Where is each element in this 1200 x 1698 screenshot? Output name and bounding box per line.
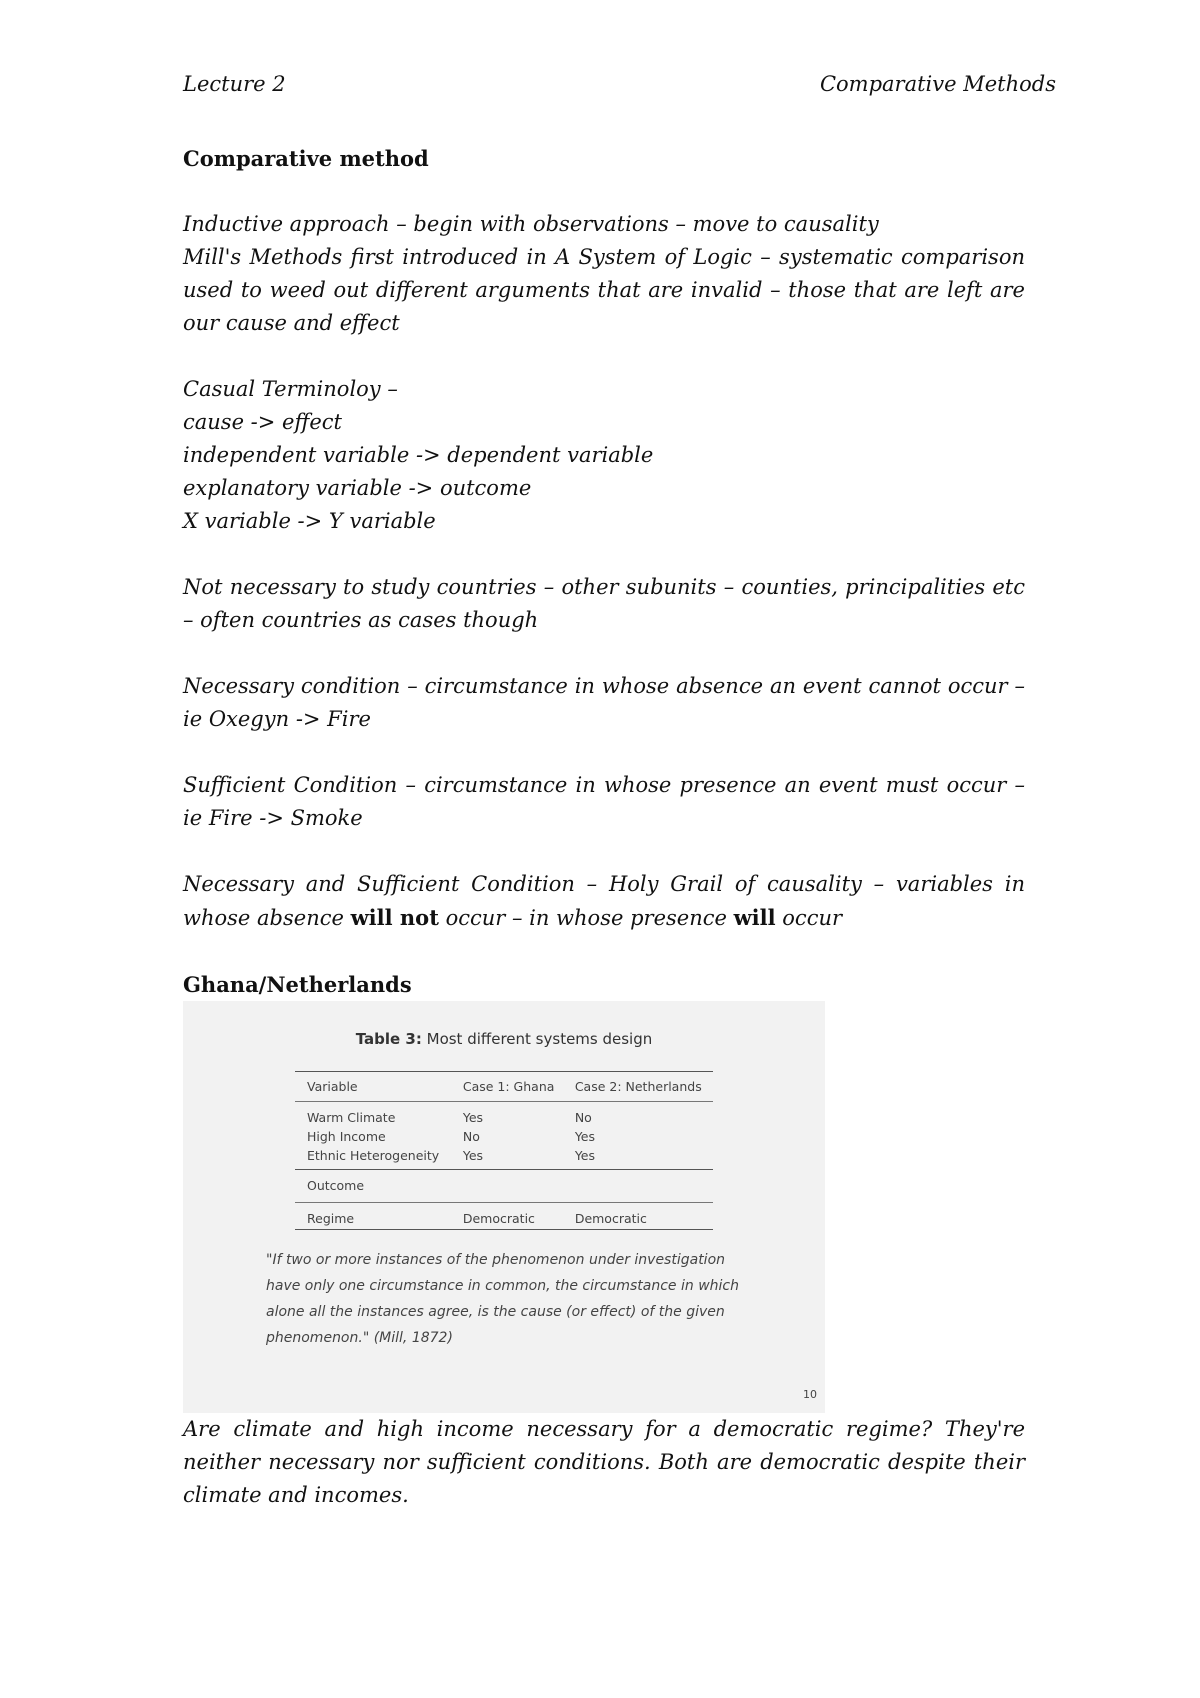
paragraph-conclusion: Are climate and high income necessary for a democratic regime? They're neither necessary nor sufficient conditions. Both are democratic despite their climate and incomes. [183, 1417, 1025, 1507]
table-cell: Democratic [451, 1203, 563, 1230]
paragraph-necessary-condition: Necessary condition – circumstance in whose absence an event cannot occur – ie Oxegyn -> Fire [183, 674, 1025, 731]
table-cell: No [574, 1110, 592, 1125]
column-header: Case 2: Netherlands [563, 1072, 713, 1102]
table-cell: Yes [563, 1146, 713, 1170]
nas-text: Necessary and Sufficient Condition – Holy Grail of causality – variables in whose absence [183, 872, 1025, 930]
table-cell: Yes [462, 1110, 484, 1125]
paragraph-sufficient-condition: Sufficient Condition – circumstance in whose presence an event must occur – ie Fire -> Smoke [183, 773, 1025, 830]
table-regime-row [295, 1203, 713, 1230]
column-header: Case 1: Ghana [451, 1072, 563, 1102]
mill-quote: "If two or more instances of the phenomenon under investigation have only one circumstance in common, the circumstance in which alone all the instances agree, is the cause (or effect) of the given phenomenon." (Mill, 1872) [266, 1252, 739, 1346]
nas-bold-will: will [733, 905, 776, 930]
table-cell: No [462, 1129, 480, 1144]
table-cell: Warm Climate [307, 1110, 396, 1125]
header-right: Comparative Methods [819, 72, 1056, 96]
section-title-comparative-method: Comparative method [183, 146, 429, 171]
nas-text: occur – in whose presence [438, 906, 734, 930]
term-line: X variable -> Y variable [183, 509, 436, 533]
term-line: explanatory variable -> outcome [183, 476, 532, 500]
table-cell: Yes [574, 1129, 595, 1144]
header-left: Lecture 2 [183, 72, 286, 96]
page-header [183, 72, 1056, 96]
intro-line-mills-methods: Mill's Methods first introduced in A System of Logic – systematic comparison used to weed out different arguments that are invalid – those that are left are our cause and effect [183, 245, 1025, 335]
slide-table-caption [183, 1029, 825, 1049]
column-header: Variable [295, 1072, 451, 1102]
slide-page-number: 10 [803, 1388, 817, 1401]
table-cell: Regime [295, 1203, 451, 1230]
most-different-systems-table [295, 1071, 713, 1230]
table-cell: High Income [307, 1129, 386, 1144]
caption-text: Most different systems design [421, 1030, 653, 1048]
table-cell: Yes [451, 1146, 563, 1170]
table-cell: Democratic [563, 1203, 713, 1230]
nas-bold-will-not: will not [350, 905, 439, 930]
term-line: independent variable -> dependent variable [183, 443, 654, 467]
table-row [295, 1146, 713, 1170]
caption-label: Table 3: [355, 1030, 422, 1048]
paragraph-necessary-and-sufficient [183, 868, 1025, 935]
table-outcome-row [295, 1170, 713, 1203]
table-cell: Ethnic Heterogeneity [295, 1146, 451, 1170]
term-line: Casual Terminoloy – [183, 377, 398, 401]
table-header-row [295, 1072, 713, 1102]
document-body [183, 142, 1025, 1545]
section-title-ghana-netherlands: Ghana/Netherlands [183, 972, 412, 997]
term-line: cause -> effect [183, 410, 342, 434]
table-cell: Outcome [295, 1170, 713, 1203]
intro-line-inductive: Inductive approach – begin with observations – move to causality [183, 212, 879, 236]
nas-text: occur [775, 906, 843, 930]
paragraph-terminology [183, 373, 1025, 538]
paragraph-intro [183, 208, 1025, 340]
embedded-slide-image [183, 1001, 825, 1413]
table-row [295, 1102, 713, 1128]
table-row [295, 1127, 713, 1146]
paragraph-subunits: Not necessary to study countries – other subunits – counties, principalities etc – often countries as cases though [183, 575, 1025, 632]
